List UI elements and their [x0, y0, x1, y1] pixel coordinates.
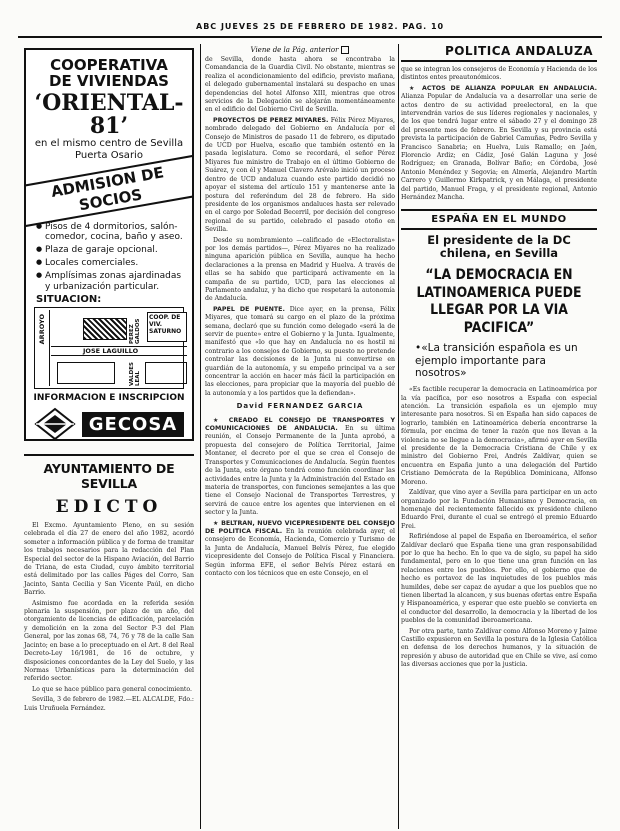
- map-site-block: [83, 318, 127, 340]
- ayto-title: AYUNTAMIENTO DE SEVILLA: [43, 461, 175, 491]
- right-body-bottom: [401, 386, 597, 669]
- ad-feature: ● Plaza de garaje opcional.: [36, 245, 186, 256]
- byline: David FERNANDEZ GARCIA: [236, 402, 364, 411]
- map-street-line: [49, 310, 50, 386]
- article-paragraph: de Sevilla, donde hasta ahora se encontraba la Comandancia de la Guardia Civil. No obstante, mientras se realiza el acondicionamiento del edificio, previsto mañana, el delegado gubernamental instalará su despacho en unas dependencias del hotel Alfonso XIII, mientras que otros servicios de la Delegación se alojarán momentáneamente en el edificio del Gobierno Civil de Sevilla.: [205, 56, 395, 114]
- middle-body: de Sevilla, donde hasta ahora se encontraba la Comandancia de la Guardia Civil. No obstante, mientras se realiza el acondicionamiento del edificio, previsto mañana, el delegado gubernamental instalará su despacho en unas dependencias del hotel Alfonso XIII, mientras que otros servicios de la Delegación se alojarán momentáneamente en el edificio del Gobierno Civil de Sevilla. PROYECTOS DE PEREZ MIYARES. Félix Pérez Miyares, nombrado delegado del Gobierno en Andalucía por el Consejo de Ministros de pasado 11 de febrero, es diputado de UCD por Huelva, escaño que también ostentó en la pasada legislatura. Como se recordará, el señor Pérez Miyares fue ministro de Trabajo en el último Gobierno de Suárez, y con él y Manuel Clavero Arévalo inició un proceso dentro de UCD andaluza cuando este partido decidió no apoyar el sistema del artículo 151 y mantenerse ante la postura del referéndum del 28 de febrero. Ha sido presidente de los organismos andaluces hasta ser relevado en el cargo por Soledad Becerril, por decisión del congreso regional de su partido, celebrado el pasado otoño en Sevilla. Desde su nombramiento —calificado de «Electoralista» por los demás partidos—, Pérez Miyares no ha realizado ninguna aparición pública en Sevilla, aunque ha hecho declaraciones a la prensa en Madrid y Huelva. A través de ellas se ha sabido que participará activamente en la campaña de su partido, UCD, para las elecciones al Parlamento andaluz, y ha dicho que respetará la autonomía de Andalucía. PAPEL DE PUENTE. Dice ayer, en la prensa, Félix Miyares, que tomará su cargo en el plazo de la próxima semana, declaró que su función como delegado «será la de servir de puente» entre el Gobierno y la Junta. Igualmente, manifestó que «lo que hay en Andalucía no es hostil ni contrario a los consejos de Gobierno, su puesto no pretende controlar las decisiones de la Junta ni convertirse en guardián de la autonomía, y su empeño principal va a ser concentrar la acción en hacer más fácil la participación en las elecciones, para propiciar que la mayoría del pueblo dé la autonomía y a los partidos que la defiendan». David FERNANDEZ GARCIA ★ CREADO EL CONSEJO DE TRANSPORTES Y COMUNICACIONES DE ANDALUCIA. En su última reunión, el Consejo Permanente de la Junta aprobó, a propuesta del consejero de Política Territorial, Jaime Montaner, el decreto por el que se crea el Consejo de Transportes y Comunicaciones de Andalucía. Según fuentes de la Junta, este órgano tendrá como función coordinar las actividades entre la Junta y la Administración del Estado en materia de transportes, con funciones semejantes a las que tiene el Consejo Nacional de Transportes Terrestres, y servirá de cauce entre los agentes que intervienen en el sector y la Junta. ★ BELTRAN, NUEVO VICEPRESIDENTE DEL CONSEJO DE POLITICA FISCAL. En la reunión celebrada ayer, el consejero de Economía, Hacienda, Comercio y Turismo de la Junta de Andalucía, Manuel Belvís Pérez, fue elegido vicepresidente del Consejo de Política Fiscal y Financiera. Según informa EFE, el señor Belvís Pérez estará en contacto con los técnicos que en este Consejo, en el: [205, 56, 395, 577]
- page-header: ABC JUEVES 25 DE FEBRERO DE 1982. PAG. 10: [196, 22, 445, 31]
- map-valdes-label: VALDES LEAL: [129, 362, 141, 387]
- ad-title-line2: DE VIVIENDAS: [49, 71, 169, 90]
- ad-feature: ● Pisos de 4 dormitorios, salón-comedor, cocina, baño y aseo.: [36, 222, 186, 244]
- subhead: CREADO EL CONSEJO DE TRANSPORTES Y COMUNICACIONES DE ANDALUCIA.: [205, 416, 395, 433]
- article-paragraph: Dice ayer, en la prensa, Félix Miyares, que tomará su cargo en el plazo de la próxima semana, declaró que su función como delegado «será la de servir de puente» entre el Gobierno y la Junta. Igualmente, manifestó que «lo que hay en Andalucía no es hostil ni contrario a los consejos de Gobierno, su puesto no pretende controlar las decisiones de la Junta ni convertirse en guardián de la autonomía, y su empeño principal va a ser concentrar la acción en hacer más fácil la participación en las elecciones, para propiciar que la mayoría del pueblo dé la autonomía y a los partidos que la defiendan».: [205, 305, 395, 397]
- continued-note-text: Viene de la Pág. anterior: [250, 46, 339, 54]
- article-paragraph: Félix Pérez Miyares, nombrado delegado del Gobierno en Andalucía por el Consejo de Ministros de pasado 11 de febrero, es diputado de UCD por Huelva, escaño que también ostentó en la pasada legislatura. Como se recordará, el señor Pérez Miyares fue ministro de Trabajo en el último Gobierno de Suárez, y con él y Manuel Clavero Arévalo inició un proceso dentro de UCD andaluza cuando este partido decidió no apoyar el sistema del artículo 151 y mantenerse ante la postura del referéndum del 28 de febrero. Ha sido presidente de los organismos andaluces hasta ser relevado en el cargo por Soledad Becerril, por decisión del congreso regional de su partido, celebrado el pasado otoño en Sevilla.: [205, 116, 395, 234]
- map-arroyo-label: ARROYO: [38, 314, 46, 345]
- ad-title-line1: COOPERATIVA: [50, 56, 168, 74]
- pull-quote: •«La transición española es un ejemplo importante para nosotros»: [415, 341, 578, 380]
- article-paragraph: En su última reunión, el Consejo Permanente de la Junta aprobó, a propuesta del consejero de Política Territorial, Jaime Montaner, el decreto por el que se crea el Consejo de Transportes y Comunicaciones de Andalucía. Según fuentes de la Junta, este órgano tendrá como función coordinar las actividades entre la Junta y la Administración del Estado en materia de transportes, con funciones semejantes a las que tiene el Consejo Nacional de Transportes Terrestres, y servirá de cauce entre los agentes que intervienen en el sector y la Junta.: [205, 425, 395, 517]
- section-title: POLITICA ANDALUZA: [401, 44, 597, 62]
- edicto-paragraph: Asimismo fue acordada en la referida sesión plenaria la suspensión, por plazo de un año, del otorgamiento de licencias de edificación, parcelación y demolición en la zona del Sector P-3 del Plan General, por las zonas 68, 74, 76 y 78 de la calle San Jacinto; en base a lo preceptuado en el Art. 8 del Real Decreto-Ley 16/1981, de 16 de octubre, y disposiciones concordantes de la Ley del Suelo, y las Normas Urbanísticas para la determinación del referido sector.: [24, 599, 194, 683]
- map-laguillo-label: JOSE LAGUILLO: [83, 347, 139, 356]
- column-rule: [398, 44, 399, 829]
- ad-info-label: INFORMACION E INSCRIPCION: [33, 393, 185, 404]
- gecosa-wordmark: GECOSA: [82, 412, 184, 437]
- article-paragraph: que se integran los consejeros de Economía y Hacienda de los distintos entes preautonómicos.: [401, 66, 597, 82]
- ad-subtitle-2: Puerta Osario: [75, 149, 143, 161]
- ad-situacion-label: SITUACION:: [36, 294, 102, 306]
- map-perez-label: PEREZ GALDOS: [129, 318, 141, 345]
- article-paragraph: En la reunión celebrada ayer, el consejero de Economía, Hacienda, Comercio y Turismo de la Junta de Andalucía, Manuel Belvís Pérez, fue elegido vicepresidente del Consejo de Política Fiscal y Financiera. Según informa EFE, el señor Belvís Pérez estará en contacto con los técnicos que en este Consejo, en el: [205, 527, 395, 577]
- column-rule: [200, 44, 201, 829]
- edicto-body: [24, 522, 194, 713]
- subhead: ACTOS DE ALIANZA POPULAR EN ANDALUCIA.: [421, 84, 597, 92]
- subhead: PROYECTOS DE PEREZ MIYARES.: [213, 116, 329, 124]
- subhead: BELTRAN, NUEVO VICEPRESIDENTE DEL CONSEJO DE POLITICA FISCAL.: [205, 519, 395, 535]
- ad-banner: ADMISION DE SOCIOS: [24, 155, 194, 227]
- article-paragraph: Desde su nombramiento —calificado de «Electoralista» por los demás partidos—, Pérez Miyares no ha realizado ninguna aparición pública en Sevilla, aunque ha hecho declaraciones a la prensa en Madrid y Huelva. A través de ellas se ha sabido que participará activamente en la campaña de su partido, UCD, para las elecciones al Parlamento andaluz, y ha dicho que respetará la autonomía de Andalucía.: [205, 236, 395, 303]
- ad-feature-list: [26, 216, 192, 293]
- article-paragraph: «Es factible recuperar la democracia en Latinoamérica por la vía pacífica, por eso nosotros a España con especial atención. La transición española es un ejemplo muy interesante para nosotros. Si en España han sido capaces de lograrlo, también en Latinoamérica debería encontrarse la fórmula, por encima de tener la razón que nos llevan a la violencia no se llegue a la democracia», afirmó ayer en Sevilla el presidente de la Democracia Cristiana de Chile y ex ministro del Gobierno Frei, Andrés Zaldívar, quien se encuentra en España junto a una delegación del Partido Cristiano Demócrata de la República Dominicana, Alfonso Moreno.: [401, 386, 597, 486]
- cooperativa-ad: [24, 48, 194, 441]
- map-block: [57, 362, 115, 384]
- article-kicker: El presidente de la DC chilena, en Sevilla: [427, 232, 571, 261]
- article-paragraph: Por otra parte, tanto Zaldívar como Alfonso Moreno y Jaime Castillo expusieron en Sevilla la postura de la Iglesia Católica en defensa de los derechos humanos, y la situación de represión y abuso de autoridad que en Chile se vive, así como las diversas acciones que por la justicia.: [401, 627, 597, 669]
- map-coop-label: COOP. DE VIV. SATURNO: [149, 314, 182, 336]
- edicto-paragraph: Lo que se hace público para general conocimiento.: [32, 685, 193, 693]
- edicto-heading: EDICTO: [55, 497, 163, 517]
- continued-note: [205, 46, 395, 54]
- right-body-top: que se integran los consejeros de Economía y Hacienda de los distintos entes preautonómicos. ★ ACTOS DE ALIANZA POPULAR EN ANDALUCIA. Alianza Popular de Andalucía va a desarrollar una serie de actos dentro de su actividad preelectoral, en la que intervendrán varios de sus líderes regionales y nacionales, y de los que tendrá lugar entre el sábado 27 y el domingo 28 del presente mes de febrero. En Sevilla y su provincia está prevista la participación de Gabriel Camuñas, Pedro Sevilla y Francisco Sanabria; en Huelva, Luis Ramallo; en Jaén, Florencio Ardiz; en Cádiz, José Galán Laguna y José Rodríguez; en Granada, Bolívar Baño; en Córdoba, José Antonio Menéndez y Segovia; en Almería, Alejandro Martín Carrero y Guillermo Kirkpatrick, y en Málaga, el presidente del partido, Manuel Fraga, y el presidente regional, Antonio Hernández Mancha.: [401, 66, 597, 202]
- map-block: [145, 362, 187, 384]
- article-headline: “LA DEMOCRACIA EN LATINOAMERICA PUEDE LLEGAR POR LA VIA PACIFICA”: [416, 267, 582, 337]
- gecosa-logo: [34, 407, 184, 441]
- ad-title-line3: ‘ORIENTAL-81’: [34, 89, 184, 139]
- ayto-rule: [24, 454, 194, 456]
- article-paragraph: Refiriéndose al papel de España en Iberoamérica, el señor Zaldívar declaró que España tiene una gran responsabilidad por lo que ha hecho. En lo que va de siglo, su papel ha sido fundamental, pero en lo que tiene una gran función en las relaciones entre los pueblos. Por ello, el gobierno que de hecho es portavoz de las inquietudes de los pueblos más humildes, debe ser capaz de ayudar a que los pueblos que no tienen libertad la alcancen, y sus buenas ofertas entre España y Hispanoamérica, y esperar que este pueblo se convierta en el conductor del desarrollo, la democracia y la libertad de los pueblos de la comunidad iberoamericana.: [401, 533, 597, 625]
- continued-box-icon: [341, 46, 349, 54]
- subhead: PAPEL DE PUENTE.: [213, 305, 285, 313]
- article-paragraph: Zaldívar, que vino ayer a Sevilla para participar en un acto organizado por la Fundación Humanismo y Democracia, en homenaje del recientemente fallecido ex presidente chileno Eduardo Frei, durante el cual se entregó el premio Eduardo Frei.: [401, 489, 597, 530]
- ayuntamiento-notice: [24, 454, 194, 715]
- middle-column: [205, 44, 395, 829]
- ad-feature: ● Locales comerciales.: [36, 258, 186, 269]
- edicto-paragraph: El Excmo. Ayuntamiento Pleno, en su sesión celebrada el día 27 de enero del año 1982, acordó someter a información pública y de forma de tramitar los trabajos necesarios para la redacción del Plan Especial del sector de la Hispano Aviación, del Barrio de Triana, de esta Ciudad, cuyo ámbito territorial está delimitado por las calles Páges del Corro, San Jacinto, Santa Cecilia y San Vicente Paúl, en dicho Barrio.: [24, 522, 194, 597]
- right-column: [401, 44, 597, 829]
- article-paragraph: Alianza Popular de Andalucía va a desarrollar una serie de actos dentro de su actividad preelectoral, en la que intervendrán varios de sus líderes regionales y nacionales, y de los que tendrá lugar entre el sábado 27 y el domingo 28 del presente mes de febrero. En Sevilla y su provincia está prevista la participación de Gabriel Camuñas, Pedro Sevilla y Francisco Sanabria; en Huelva, Luis Ramallo; en Jaén, Florencio Ardiz; en Cádiz, José Galán Laguna y José Rodríguez; en Granada, Bolívar Baño; en Córdoba, José Antonio Menéndez y Segovia; en Almería, Alejandro Martín Carrero y Guillermo Kirkpatrick, y en Málaga, el presidente del partido, Manuel Fraga, y el presidente regional, Antonio Hernández Mancha.: [401, 93, 597, 202]
- gecosa-emblem-icon: [34, 407, 76, 441]
- ad-feature: ● Amplísimas zonas ajardinadas y urbanización particular.: [36, 271, 186, 293]
- location-map: [34, 307, 184, 389]
- ad-subtitle-1: en el mismo centro de Sevilla: [34, 137, 184, 149]
- edicto-paragraph: Sevilla, 3 de febrero de 1982.—EL ALCALDE, Fdo.: Luis Uruñuela Fernández.: [24, 696, 194, 712]
- section-espana-mundo: ESPAÑA EN EL MUNDO: [401, 209, 597, 230]
- header-rule: [18, 36, 602, 38]
